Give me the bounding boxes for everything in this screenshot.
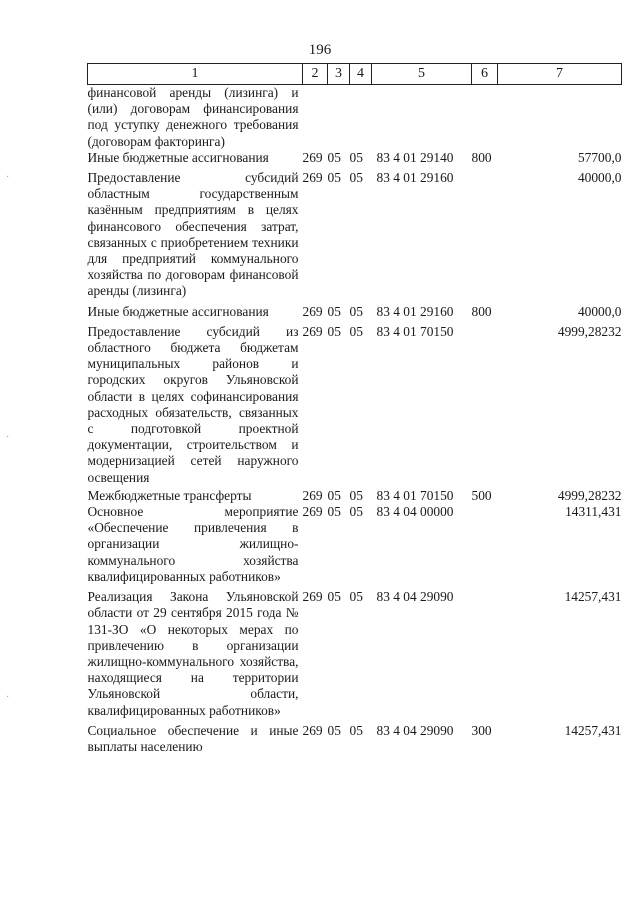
- table-row: [88, 486, 622, 504]
- row-section: [328, 85, 350, 150]
- header-col-3: 3: [328, 64, 350, 85]
- row-subsection: 05: [349, 504, 363, 520]
- table-row: [88, 85, 622, 150]
- page-number: 196: [308, 42, 332, 58]
- row-expense-type: 500: [471, 487, 492, 503]
- row-amount: 57700,0: [577, 149, 622, 165]
- row-expense-type: [472, 166, 498, 300]
- row-section: 05: [327, 149, 341, 165]
- row-name: Предоставление субсидий областным государственным казённым предприятиям в целях финансового обеспечения затрат, связанных с приобретением техники для предприятий коммунального хозяйства по договорам финансовой аренды (лизинга): [87, 170, 299, 299]
- table-row: [88, 150, 622, 166]
- row-name: Реализация Закона Ульяновской области от 29 сентября 2015 года № 131-ЗО «О некоторых мерах по привлечению в организации жилищно-коммунального хозяйства, находящиеся на территории Ульяновской области, квалифицированных работников»: [87, 589, 299, 718]
- row-target-code: 83 4 04 29090: [376, 722, 454, 738]
- row-section: 05: [327, 589, 341, 605]
- scan-mark: ·: [6, 692, 10, 703]
- row-admin-code: 269: [302, 170, 323, 186]
- table-row: [88, 585, 622, 719]
- row-admin-code: 269: [302, 149, 323, 165]
- header-col-5: 5: [372, 64, 472, 85]
- row-target-code: 83 4 01 70150: [376, 323, 454, 339]
- table-row: [88, 504, 622, 585]
- row-target-code: 83 4 01 29140: [376, 149, 454, 165]
- row-section: 05: [327, 170, 341, 186]
- row-target-code: 83 4 04 00000: [376, 504, 454, 520]
- row-expense-type: [472, 85, 498, 150]
- row-subsection: 05: [349, 170, 363, 186]
- row-admin-code: 269: [302, 487, 323, 503]
- row-expense-type: 300: [471, 722, 492, 738]
- row-admin-code: 269: [302, 303, 323, 319]
- row-amount: 4999,28232: [557, 487, 622, 503]
- row-subsection: 05: [349, 487, 363, 503]
- row-subsection: 05: [349, 149, 363, 165]
- row-subsection: 05: [349, 589, 363, 605]
- row-name: Основное мероприятие «Обеспечение привлечения в организации жилищно-коммунального хозяйства квалифицированных работников»: [87, 504, 299, 584]
- row-name: Иные бюджетные ассигнования: [87, 303, 269, 319]
- header-col-4: 4: [350, 64, 372, 85]
- row-admin-code: 269: [302, 589, 323, 605]
- table-header: [88, 64, 622, 85]
- table-body: [88, 85, 622, 756]
- row-admin-code: 269: [302, 504, 323, 520]
- row-admin-code: 269: [302, 722, 323, 738]
- row-amount: 14257,431: [564, 722, 622, 738]
- row-name: Предоставление субсидий из областного бюджета бюджетам муниципальных районов и городских округов Ульяновской области в целях софинансирования расходных обязательств, связанных с подготовкой проектной документации, строительством и модернизацией сетей наружного освещения: [87, 323, 299, 485]
- scan-mark: ·: [6, 432, 10, 443]
- table-row: [88, 300, 622, 320]
- header-col-6: 6: [472, 64, 498, 85]
- header-col-7: 7: [498, 64, 622, 85]
- row-target-code: 83 4 01 29160: [376, 170, 454, 186]
- row-target-code: 83 4 01 70150: [376, 487, 454, 503]
- header-col-1: 1: [88, 64, 303, 85]
- row-amount: [498, 85, 622, 150]
- row-subsection: 05: [349, 303, 363, 319]
- row-amount: 14311,431: [565, 504, 622, 520]
- row-name: Иные бюджетные ассигнования: [87, 149, 269, 165]
- table-row: [88, 320, 622, 486]
- row-admin-code: 269: [302, 323, 323, 339]
- row-subsection: 05: [349, 323, 363, 339]
- row-expense-type: 800: [471, 303, 492, 319]
- row-section: 05: [327, 323, 341, 339]
- header-col-2: 2: [303, 64, 328, 85]
- scan-mark: ·: [6, 172, 10, 183]
- row-subsection: [350, 85, 372, 150]
- row-target-code: 83 4 01 29160: [376, 303, 454, 319]
- row-expense-type: 800: [471, 149, 492, 165]
- row-section: 05: [327, 504, 341, 520]
- row-section: 05: [327, 303, 341, 319]
- budget-table: [87, 63, 622, 755]
- row-admin-code: [303, 85, 328, 150]
- row-expense-type: [472, 585, 498, 719]
- row-name: Социальное обеспечение и иные выплаты населению: [87, 722, 299, 754]
- row-amount: 40000,0: [577, 303, 622, 319]
- row-amount: 40000,0: [577, 170, 622, 186]
- row-expense-type: [472, 504, 498, 585]
- row-target-code: 83 4 04 29090: [376, 589, 454, 605]
- table-row: [88, 719, 622, 755]
- table-row: [88, 166, 622, 300]
- row-subsection: 05: [349, 722, 363, 738]
- row-name: финансовой аренды (лизинга) и (или) договорам финансирования под уступку денежного требования (договорам факторинга): [87, 85, 299, 149]
- row-target-code: [372, 85, 472, 150]
- row-amount: 4999,28232: [557, 323, 622, 339]
- row-section: 05: [327, 487, 341, 503]
- row-name: Межбюджетные трансферты: [87, 487, 252, 503]
- row-section: 05: [327, 722, 341, 738]
- row-expense-type: [472, 320, 498, 486]
- row-amount: 14257,431: [564, 589, 622, 605]
